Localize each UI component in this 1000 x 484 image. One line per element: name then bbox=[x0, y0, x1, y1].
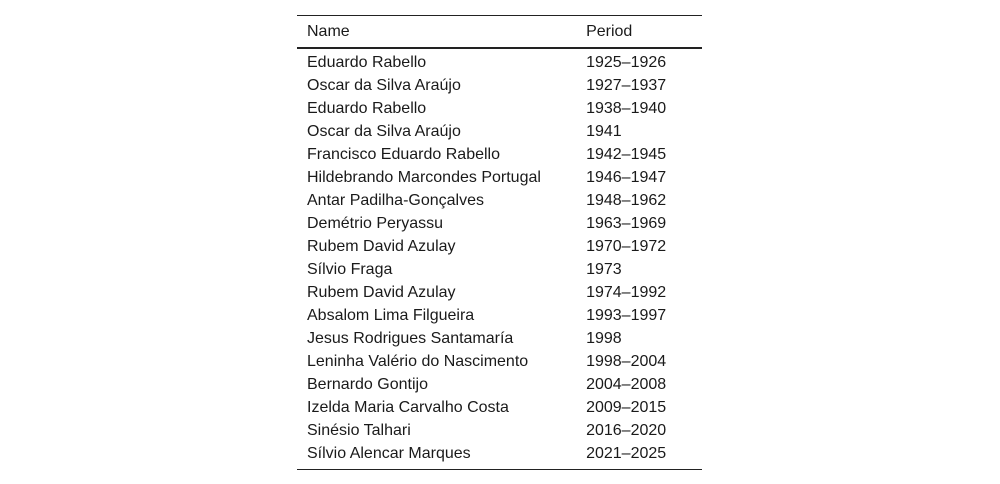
cell-period: 1942–1945 bbox=[586, 146, 667, 163]
table-row bbox=[297, 419, 702, 442]
cell-name: Leninha Valério do Nascimento bbox=[307, 353, 529, 370]
cell-period: 1970–1972 bbox=[586, 238, 667, 255]
cell-name: Antar Padilha-Gonçalves bbox=[307, 192, 484, 209]
table-row bbox=[297, 235, 702, 258]
cell-period: 1973 bbox=[586, 261, 622, 278]
cell-period: 2009–2015 bbox=[586, 399, 667, 416]
cell-name: Eduardo Rabello bbox=[307, 54, 427, 71]
column-header-name: Name bbox=[307, 22, 350, 40]
cell-name: Oscar da Silva Araújo bbox=[307, 123, 461, 140]
cell-name: Francisco Eduardo Rabello bbox=[307, 146, 500, 163]
cell-period: 1998 bbox=[586, 330, 622, 347]
cell-period: 1925–1926 bbox=[586, 54, 667, 71]
table-row bbox=[297, 189, 702, 212]
cell-period: 1963–1969 bbox=[586, 215, 667, 232]
table-row bbox=[297, 396, 702, 419]
table-row bbox=[297, 74, 702, 97]
cell-period: 1941 bbox=[586, 123, 622, 140]
cell-period: 1948–1962 bbox=[586, 192, 667, 209]
cell-period: 2021–2025 bbox=[586, 445, 667, 462]
table-row bbox=[297, 48, 702, 74]
cell-period: 1927–1937 bbox=[586, 77, 667, 94]
table-header bbox=[297, 16, 702, 49]
cell-name: Demétrio Peryassu bbox=[307, 215, 444, 232]
cell-name: Oscar da Silva Araújo bbox=[307, 77, 461, 94]
cell-name: Rubem David Azulay bbox=[307, 238, 456, 255]
presidents-table-container bbox=[297, 15, 702, 470]
table-row bbox=[297, 143, 702, 166]
cell-name: Hildebrando Marcondes Portugal bbox=[307, 169, 541, 186]
column-header-period: Period bbox=[586, 22, 633, 40]
cell-name: Sílvio Fraga bbox=[307, 261, 393, 278]
table-row bbox=[297, 442, 702, 470]
table-row bbox=[297, 350, 702, 373]
cell-name: Absalom Lima Filgueira bbox=[307, 307, 475, 324]
header-row bbox=[297, 16, 702, 49]
cell-period: 2016–2020 bbox=[586, 422, 667, 439]
table-row bbox=[297, 281, 702, 304]
table-row bbox=[297, 258, 702, 281]
cell-period: 1993–1997 bbox=[586, 307, 667, 324]
table-row bbox=[297, 166, 702, 189]
table-body bbox=[297, 48, 702, 470]
cell-name: Sinésio Talhari bbox=[307, 422, 411, 439]
table-row bbox=[297, 327, 702, 350]
cell-period: 1946–1947 bbox=[586, 169, 667, 186]
table-row bbox=[297, 120, 702, 143]
table-row bbox=[297, 212, 702, 235]
cell-name: Eduardo Rabello bbox=[307, 100, 427, 117]
cell-name: Jesus Rodrigues Santamaría bbox=[307, 330, 514, 347]
table-row bbox=[297, 304, 702, 327]
cell-period: 1938–1940 bbox=[586, 100, 667, 117]
table-row bbox=[297, 373, 702, 396]
cell-name: Sílvio Alencar Marques bbox=[307, 445, 471, 462]
cell-period: 1998–2004 bbox=[586, 353, 667, 370]
cell-period: 1974–1992 bbox=[586, 284, 667, 301]
cell-name: Bernardo Gontijo bbox=[307, 376, 428, 393]
cell-name: Izelda Maria Carvalho Costa bbox=[307, 399, 509, 416]
presidents-table bbox=[297, 15, 702, 470]
cell-name: Rubem David Azulay bbox=[307, 284, 456, 301]
cell-period: 2004–2008 bbox=[586, 376, 667, 393]
table-row bbox=[297, 97, 702, 120]
